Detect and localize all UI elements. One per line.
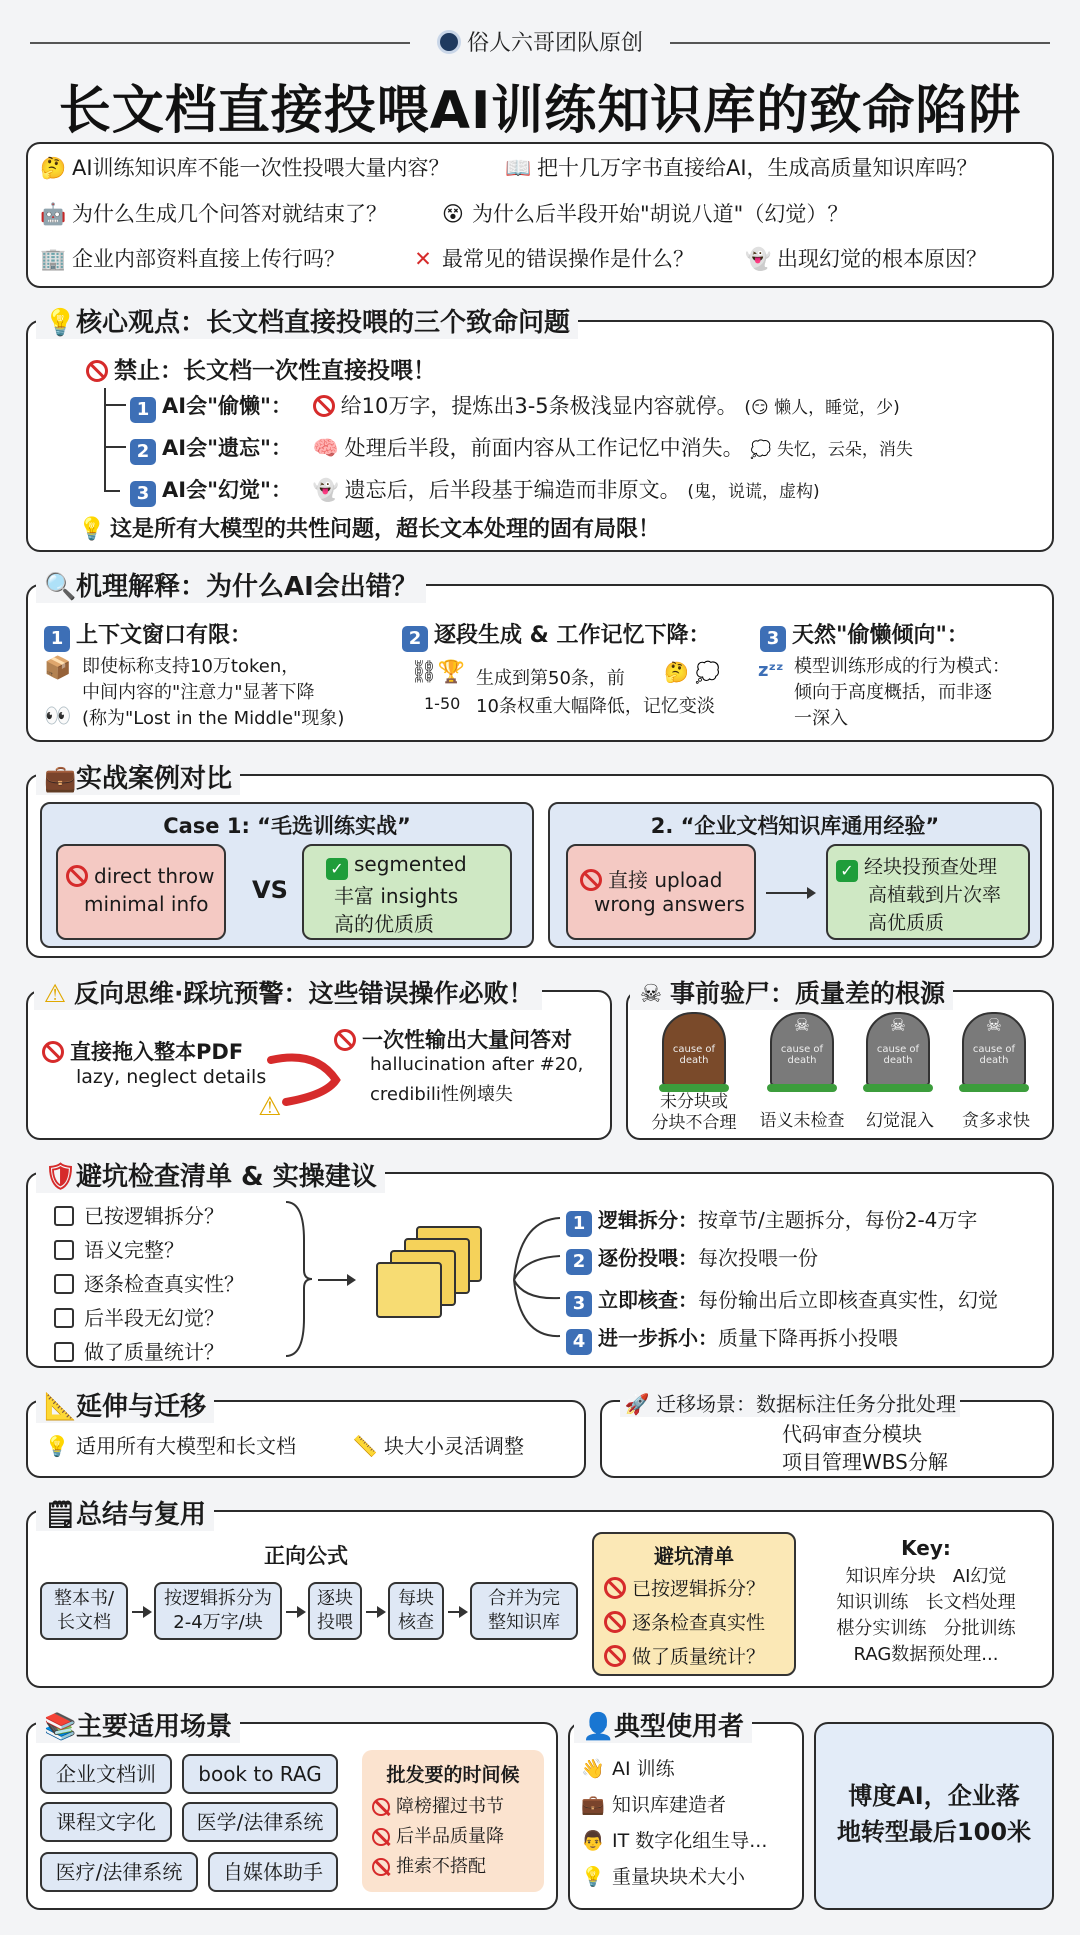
chain-trophy-icon: ⛓🏆 bbox=[410, 660, 466, 685]
check-item-2[interactable]: 语义完整？ bbox=[54, 1234, 184, 1263]
thinking-face-icon: 🤔 bbox=[40, 156, 67, 180]
question-4: 😵 为什么后半段开始"胡说八道"（幻觉）？ bbox=[440, 198, 848, 228]
number-badge-2: 2 bbox=[566, 1249, 592, 1275]
mech-col1-head: 1 上下文窗口有限： bbox=[44, 618, 252, 652]
magnifier-icon: 🔍 bbox=[44, 572, 77, 602]
key-3: 椹分实训练 分批训练 bbox=[836, 1618, 1016, 1639]
case2-title: 2. “企业文档知识库通用经验” bbox=[650, 814, 940, 838]
skull-icon: ☠ bbox=[985, 1015, 1003, 1036]
grass-4 bbox=[959, 1084, 1029, 1092]
core-item-label: AI会"遗忘"： bbox=[162, 436, 292, 460]
core-item-2 bbox=[130, 432, 913, 465]
tree-branch-2 bbox=[104, 446, 126, 448]
warning-left-l2: lazy, neglect details bbox=[76, 1066, 267, 1088]
eyes-icon: 👀 bbox=[44, 704, 72, 729]
tombstone-1: cause of death bbox=[662, 1012, 726, 1086]
user-2: 💼 知识库建造者 bbox=[581, 1794, 727, 1816]
briefcase-icon: 💼 bbox=[44, 764, 77, 794]
mech-col1-l1: 即使标称支持10万token， bbox=[82, 656, 300, 677]
question-6: ✕ 最常见的错误操作是什么？ bbox=[410, 243, 694, 273]
mech-col2-l1: 生成到第50条，前 bbox=[476, 668, 625, 689]
core-item-label: AI会"偷懒"： bbox=[162, 394, 292, 418]
core-item-note: (鬼，说谎，虚构) bbox=[687, 482, 820, 502]
ban-icon bbox=[604, 1577, 626, 1599]
warning-title: ⚠ 反向思维·踩坑预警：这些错误操作必败！ bbox=[34, 974, 542, 1010]
extend-title: 📐延伸与迁移 bbox=[36, 1386, 214, 1423]
checkbox[interactable] bbox=[54, 1274, 74, 1294]
flow-arrow-3 bbox=[366, 1611, 384, 1613]
question-1: 🤔 AI训练知识库不能一次性投喂大量内容？ bbox=[40, 156, 450, 180]
flow-arrow-2 bbox=[286, 1611, 304, 1613]
thinking-face-icon: 🤔 💭 bbox=[664, 660, 721, 684]
step-2: 2 逐份投喂：每次投喂一份 bbox=[566, 1242, 818, 1275]
core-item-3 bbox=[130, 474, 820, 507]
ban-icon bbox=[313, 395, 335, 417]
ban-icon bbox=[86, 360, 108, 382]
key-2: 知识训练 长文档处理 bbox=[836, 1592, 1016, 1613]
checklist-brace bbox=[284, 1200, 314, 1358]
ban-icon bbox=[604, 1645, 626, 1667]
mech-col2-range: 1-50 bbox=[424, 694, 461, 713]
mech-col2-head: 2 逐段生成 & 工作记忆下降： bbox=[402, 618, 711, 652]
number-badge-1: 1 bbox=[566, 1211, 592, 1237]
avoid-title: 避坑清单 bbox=[654, 1544, 734, 1568]
cases-title: 💼实战案例对比 bbox=[36, 758, 240, 795]
tombstone-2: ☠ cause of death bbox=[770, 1012, 834, 1086]
scene-tag-6: 自媒体助手 bbox=[208, 1852, 338, 1892]
core-title: 💡核心观点：长文档直接投喂的三个致命问题 bbox=[36, 302, 578, 339]
core-item-desc: 处理后半段，前面内容从工作记忆中消失。 bbox=[344, 436, 744, 460]
folder-stack-icon bbox=[376, 1226, 496, 1326]
page-title: 长文档直接投喂AI训练知识库的致命陷阱 bbox=[58, 81, 1022, 141]
skull-icon: ☠ bbox=[889, 1015, 907, 1036]
tree-branch-1 bbox=[104, 404, 126, 406]
number-badge-2: 2 bbox=[402, 626, 428, 652]
ban-icon bbox=[372, 1858, 390, 1876]
flow-step-1: 整本书/ 长文档 bbox=[40, 1582, 128, 1640]
warning-left-l1: 直接拖入整本PDF bbox=[42, 1036, 243, 1066]
number-badge-3: 3 bbox=[566, 1291, 592, 1317]
flow-step-4: 每块 核查 bbox=[388, 1582, 444, 1640]
scene-side-title: 批发要的时间候 bbox=[386, 1764, 520, 1786]
ban-icon bbox=[372, 1828, 390, 1846]
core-item-note: (😏 懒人，睡觉，少) bbox=[744, 398, 900, 418]
number-badge-3: 3 bbox=[760, 626, 786, 652]
grass-2 bbox=[767, 1084, 837, 1092]
key-title: Key: bbox=[901, 1536, 951, 1560]
case2-good-l2: 高植载到片次率 bbox=[868, 884, 1002, 906]
extend-a: 💡 适用所有大模型和长文档 bbox=[44, 1434, 296, 1458]
tombstone-3: ☠ cause of death bbox=[866, 1012, 930, 1086]
warning-right-l1: 一次性输出大量问答对 bbox=[334, 1024, 572, 1054]
checklist-arrow bbox=[318, 1279, 354, 1281]
slogan-l1: 博度AI，企业落 bbox=[848, 1782, 1020, 1810]
notebook-icon: 🗒 bbox=[44, 1500, 78, 1530]
ghost-icon: 👻 bbox=[745, 247, 772, 271]
ban-icon bbox=[604, 1611, 626, 1633]
scene-tag-5: 医疗/法律系统 bbox=[40, 1852, 198, 1892]
checkbox[interactable] bbox=[54, 1342, 74, 1362]
scene-tag-4: 医学/法律系统 bbox=[182, 1802, 338, 1842]
user-3: 👨 IT 数字化组生导... bbox=[581, 1830, 768, 1852]
dizzy-face-icon: 😵 bbox=[442, 202, 464, 226]
warning-right-l2: hallucination after #20, bbox=[370, 1054, 584, 1075]
briefcase-icon: 💼 bbox=[581, 1794, 605, 1816]
migrate-2: 代码审查分模块 bbox=[782, 1422, 922, 1446]
checkmark-icon: ✓ bbox=[836, 860, 858, 882]
ghost-icon: 👻 bbox=[312, 478, 339, 502]
mech-col3-head: 3 天然"偷懒倾向"： bbox=[760, 618, 969, 652]
key-1: 知识库分块 AI幻觉 bbox=[845, 1566, 1007, 1587]
scenes-title: 📚主要适用场景 bbox=[36, 1706, 240, 1743]
step-arrows bbox=[510, 1210, 566, 1350]
flow-step-2: 按逻辑拆分为 2-4万字/块 bbox=[154, 1582, 282, 1640]
case1-good-l2: 丰富 insights bbox=[334, 884, 459, 908]
brand bbox=[0, 26, 1080, 57]
scene-side-1: 障榜擢过书节 bbox=[372, 1792, 504, 1818]
checkbox[interactable] bbox=[54, 1308, 74, 1328]
summary-title: 🗒总结与复用 bbox=[36, 1494, 214, 1531]
ruler-slope-icon: 📐 bbox=[44, 1392, 77, 1422]
office-building-icon: 🏢 bbox=[40, 247, 67, 271]
formula-title: 正向公式 bbox=[264, 1544, 348, 1568]
postmortem-label-2: 语义未检查 bbox=[759, 1111, 845, 1131]
mech-col1-l2: 中间内容的"注意力"显著下降 bbox=[82, 682, 315, 703]
flow-arrow-1 bbox=[132, 1611, 150, 1613]
check-item-1[interactable]: 已按逻辑拆分？ bbox=[54, 1200, 224, 1229]
lightbulb-icon: 💡 bbox=[44, 308, 77, 338]
ban-icon bbox=[66, 865, 88, 887]
case2-bad-l2: wrong answers bbox=[594, 892, 745, 916]
postmortem-label-1: 未分块或 分块不合理 bbox=[651, 1092, 737, 1133]
case1-bad-l2: minimal info bbox=[84, 892, 209, 916]
number-badge-1: 1 bbox=[44, 626, 70, 652]
ban-icon bbox=[580, 869, 602, 891]
extend-b: 📏 块大小灵活调整 bbox=[352, 1434, 524, 1458]
scene-side-2: 后半品质量降 bbox=[372, 1822, 504, 1848]
core-item-label: AI会"幻觉"： bbox=[162, 478, 292, 502]
users-title: 👤典型使用者 bbox=[574, 1706, 752, 1743]
brand-text: 俗人六哥团队原创 bbox=[466, 31, 643, 56]
lightbulb-icon: 💡 bbox=[581, 1866, 605, 1888]
case2-bad-l1: 直接 upload bbox=[580, 864, 722, 893]
skull-icon: ☠ bbox=[793, 1015, 811, 1036]
postmortem-title: ☠ 事前验尸：质量差的根源 bbox=[630, 974, 953, 1010]
case1-good-l1: ✓ segmented bbox=[326, 852, 467, 880]
scene-tag-3: 课程文字化 bbox=[40, 1802, 172, 1842]
scene-tag-2: book to RAG bbox=[182, 1754, 338, 1794]
mech-col2-l2: 10条权重大幅降低，记忆变淡 bbox=[476, 696, 715, 717]
check-item-4[interactable]: 后半段无幻觉？ bbox=[54, 1302, 224, 1331]
core-item-desc: 给10万字，提炼出3-5条极浅显内容就停。 bbox=[340, 394, 738, 418]
core-item-note: 💭 失忆，云朵，消失 bbox=[750, 440, 913, 460]
grass-3 bbox=[863, 1084, 933, 1092]
mech-col1-l3: (称为"Lost in the Middle"现象) bbox=[82, 708, 345, 729]
user-1: 👋 AI 训练 bbox=[581, 1758, 675, 1780]
mechanism-title: 🔍机理解释：为什么AI会出错？ bbox=[36, 566, 426, 603]
step-3: 3 立即核查：每份输出后立即核查真实性，幻觉 bbox=[566, 1284, 998, 1317]
checkbox[interactable] bbox=[54, 1240, 74, 1260]
package-icon: 📦 bbox=[44, 656, 72, 681]
avoid-3: 做了质量统计？ bbox=[604, 1642, 765, 1669]
check-item-3[interactable]: 逐条检查真实性？ bbox=[54, 1268, 244, 1297]
skull-crossbones-icon: ☠ bbox=[639, 979, 663, 1008]
scene-tag-1: 企业文档训 bbox=[40, 1754, 172, 1794]
robot-icon: 🤖 bbox=[40, 202, 67, 226]
migrate-3: 项目管理WBS分解 bbox=[782, 1450, 948, 1474]
migrate-head: 🚀 迁移场景：数据标注任务分批处理 bbox=[620, 1388, 960, 1417]
number-badge-1: 1 bbox=[130, 397, 156, 423]
core-footer: 💡 这是所有大模型的共性问题，超长文本处理的固有局限！ bbox=[78, 517, 661, 542]
question-7: 👻 出现幻觉的根本原因？ bbox=[745, 247, 987, 271]
core-item-desc: 遗忘后，后半段基于编造而非原文。 bbox=[344, 478, 681, 502]
ruler-icon: 📏 bbox=[352, 1434, 378, 1458]
user-icon: 👤 bbox=[582, 1712, 615, 1742]
technologist-icon: 👨 bbox=[581, 1830, 605, 1852]
postmortem-label-3: 幻觉混入 bbox=[866, 1111, 934, 1131]
case1-good-l3: 高的优质质 bbox=[334, 912, 434, 936]
cross-mark-icon: ✕ bbox=[414, 247, 432, 271]
sleep-zzz-icon: zᶻᶻ bbox=[758, 660, 784, 681]
brand-logo-icon bbox=[437, 30, 461, 54]
check-item-5[interactable]: 做了质量统计？ bbox=[54, 1336, 224, 1365]
postmortem-label-4: 贪多求快 bbox=[962, 1111, 1030, 1131]
flow-step-3: 逐块 投喂 bbox=[308, 1582, 362, 1640]
waving-hand-icon: 👋 bbox=[581, 1758, 605, 1780]
core-item-1 bbox=[130, 390, 900, 423]
key-4: RAG数据预处理... bbox=[853, 1644, 999, 1665]
ban-icon bbox=[334, 1029, 356, 1051]
grass-1 bbox=[659, 1084, 729, 1092]
number-badge-4: 4 bbox=[566, 1329, 592, 1355]
warning-icon: ⚠ bbox=[43, 979, 67, 1008]
brain-icon: 🧠 bbox=[312, 436, 339, 460]
books-icon: 📚 bbox=[44, 1712, 77, 1742]
case1-bad-l1: direct throw bbox=[66, 864, 214, 888]
user-4: 💡 重量块块术大小 bbox=[581, 1866, 746, 1888]
number-badge-3: 3 bbox=[130, 481, 156, 507]
core-ban: 禁止：长文档一次性直接投喂！ bbox=[86, 352, 436, 385]
checkbox[interactable] bbox=[54, 1206, 74, 1226]
flow-arrow-4 bbox=[448, 1611, 466, 1613]
scene-side-3: 推索不搭配 bbox=[372, 1852, 486, 1878]
number-badge-2: 2 bbox=[130, 439, 156, 465]
avoid-1: 已按逻辑拆分？ bbox=[604, 1574, 765, 1601]
slogan-l2: 地转型最后100米 bbox=[836, 1818, 1032, 1846]
ban-icon bbox=[42, 1041, 64, 1063]
case1-title: Case 1: “毛选训练实战” bbox=[163, 814, 411, 838]
step-4: 4 进一步拆小：质量下降再拆小投喂 bbox=[566, 1322, 898, 1355]
question-2: 📖 把十几万字书直接给AI，生成高质量知识库吗？ bbox=[505, 156, 978, 180]
avoid-2: 逐条检查真实性 bbox=[604, 1608, 765, 1635]
case2-arrow bbox=[766, 892, 814, 894]
checklist-title: 🛡避坑检查清单 & 实操建议 bbox=[36, 1156, 385, 1193]
warning-right-l3: credibili性例壊失 bbox=[370, 1084, 513, 1105]
shield-icon: 🛡 bbox=[44, 1162, 78, 1192]
mech-col3-l1: 模型训练形成的行为模式： bbox=[794, 656, 1010, 677]
flow-step-5: 合并为完 整知识库 bbox=[470, 1582, 578, 1640]
lightbulb-icon: 💡 bbox=[78, 517, 106, 542]
mech-col3-l2: 倾向于高度概括，而非逐 bbox=[794, 682, 992, 703]
mech-col3-l3: 一深入 bbox=[794, 708, 848, 729]
book-icon: 📖 bbox=[505, 156, 532, 180]
question-5: 🏢 企业内部资料直接上传行吗？ bbox=[40, 247, 345, 271]
ban-icon bbox=[372, 1798, 390, 1816]
question-3: 🤖 为什么生成几个问答对就结束了？ bbox=[40, 202, 387, 226]
warning-sign-icon: ⚠ bbox=[258, 1092, 282, 1122]
rocket-icon: 🚀 bbox=[624, 1392, 650, 1416]
checkmark-icon: ✓ bbox=[326, 858, 348, 880]
step-1: 1 逻辑拆分：按章节/主题拆分，每份2-4万字 bbox=[566, 1204, 977, 1237]
lightbulb-icon: 💡 bbox=[44, 1434, 70, 1458]
case2-good-l1: ✓ 经块投预查处理 bbox=[836, 852, 997, 882]
tombstone-4: ☠ cause of death bbox=[962, 1012, 1026, 1086]
case2-good-l3: 高优质质 bbox=[868, 912, 945, 934]
case1-vs: VS bbox=[252, 876, 288, 904]
